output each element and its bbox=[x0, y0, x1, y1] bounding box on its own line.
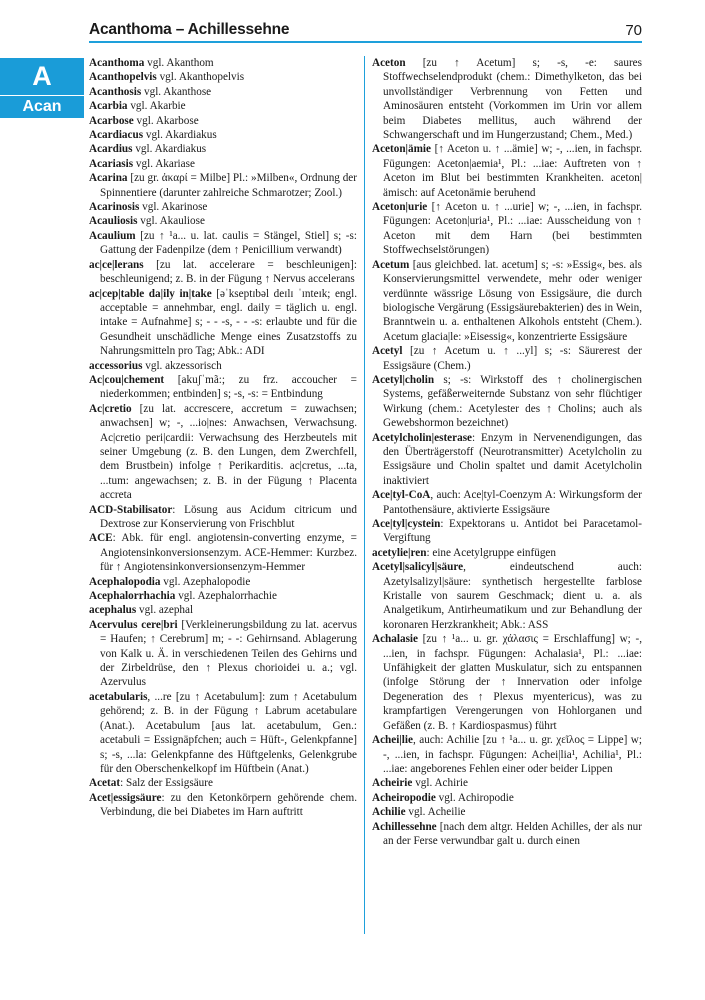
dictionary-entry: Acanthopelvis vgl. Akanthopelvis bbox=[89, 71, 245, 84]
right-column bbox=[372, 56, 642, 848]
dictionary-entry: acephalus vgl. azephal bbox=[89, 604, 194, 617]
dictionary-entry: Aceton|urie [↑ Aceton u. ↑ ...urie] w; -, ...ien, in fachspr. Fügungen: Aceton|uria¹, Pl.: ...iae: Ausscheidung von ↑ Aceton mit dem Harn (bei bestimmten Stoffwechselstörungen) bbox=[372, 201, 642, 257]
dictionary-entry: Acanthosis vgl. Akanthose bbox=[89, 85, 212, 98]
page-header-title: Acanthoma – Achillessehne bbox=[89, 21, 290, 38]
dictionary-entry: Acheiropodie vgl. Achiropodie bbox=[372, 791, 514, 804]
dictionary-entry: Acetat: Salz der Essigsäure bbox=[89, 777, 213, 790]
dictionary-entry: Achilie vgl. Acheilie bbox=[372, 806, 466, 819]
page-number: 70 bbox=[625, 22, 642, 39]
dictionary-entry: acetylie|ren: eine Acetylgruppe einfügen bbox=[372, 546, 556, 559]
dictionary-entry: ac|ce|lerans [zu lat. accelerare = beschleunigen]: beschleunigend; z. B. in der Fügung ↑ Nervus accelerans bbox=[89, 258, 357, 286]
dictionary-entry: Acetylcholin|esterase: Enzym in Nervenendigungen, das den Überträgerstoff (Neurotransmitter) Acetylcholin zu Essigsäure und Cholin spaltet und damit Acetylcholin inaktiviert bbox=[372, 431, 642, 487]
dictionary-entry: ACE: Abk. für engl. angiotensin-converting enzyme, = Angiotensinkonversionsenzym. ACE-Hemmer: Kurzbez. für ↑ Angiotensinkonversionsenzym-Hemmer bbox=[89, 532, 357, 574]
dictionary-entry: Acetyl [zu ↑ Acetum u. ↑ ...yl] s; -s: Säurerest der Essigsäure (Chem.) bbox=[372, 345, 642, 372]
left-column bbox=[89, 56, 357, 820]
dictionary-entry: Acauliosis vgl. Akauliose bbox=[89, 215, 205, 228]
dictionary-entry: ac|cep|table da|ily in|take [əˈkseptɪbəl deɪlɪ ˈɪnteɪk; engl. acceptable = annehmbar, engl. daily = täglich u. engl. intake = Aufnahme] s; - - -s, - - -s: erlaubte und für die Gesundheit unschädliche Menge eines Zusatzstoffs zu Nahrungsmitteln pro Tag; Abk.: ADI bbox=[89, 287, 357, 358]
dictionary-entry: Achei|lie, auch: Achilie [zu ↑ ¹a... u. gr. χεῖλος = Lippe] w; -, ...ien, in fachspr. Fügungen: Achei|lia¹, Achilia¹, Pl.: ...iae: angeborenes Fehlen einer oder beider Lippen bbox=[372, 734, 642, 775]
dictionary-entry: Acardiacus vgl. Akardiakus bbox=[89, 129, 217, 142]
dictionary-entry: Acetum [aus gleichbed. lat. acetum] s; -s: »Essig«, bes. als Konservierungsmittel verwendete, mehr oder weniger verdünnte wässrige Lösung von Essigsäure, die durch biologische Vergärung (Essigsäurebakterien) des in Wein, Branntwein u. a. enthaltenen Alkohols entsteht (Chem.). Acetum glacia|le: »Eisessig«, konzentrierte Essigsäure bbox=[372, 258, 642, 343]
dictionary-entry: accessorius vgl. akzessorisch bbox=[89, 359, 222, 372]
dictionary-entry: Ace|tyl-CoA, auch: Ace|tyl-Coenzym A: Wirkungsform der Pantothensäure, aktivierte Essigsäure bbox=[372, 489, 642, 516]
dictionary-entry: Acephalorrhachia vgl. Azephalorrhachie bbox=[89, 590, 277, 603]
thumb-index-letter[interactable]: A bbox=[0, 58, 84, 95]
dictionary-entry: Acaulium [zu ↑ ¹a... u. lat. caulis = Stängel, Stiel] s; -s: Gattung der Fadenpilze (dem ↑ Penicillium verwandt) bbox=[89, 229, 357, 257]
dictionary-entry: Acardius vgl. Akardiakus bbox=[89, 143, 207, 156]
dictionary-entry: Acariasis vgl. Akariase bbox=[89, 157, 195, 170]
dictionary-entry: Aceton|ämie [↑ Aceton u. ↑ ...ämie] w; -, ...ien, in fachspr. Fügungen: Aceton|aemia¹, Pl.: ...iae: Auftreten von ↑ Aceton im Blut bei bestimmten Krankheiten. aceton|ämisch: auf Acetonämie beruhend bbox=[372, 143, 642, 199]
dictionary-entry: Acephalopodia vgl. Azephalopodie bbox=[89, 575, 251, 588]
dictionary-entry: Aceton [zu ↑ Acetum] s; -s, -e: saures Stoffwechselendprodukt (chem.: Dimethylketon, das bei unvollständiger Verbrennung von Fetten und Aminosäuren entsteht (Vorkommen im Urin vor allem beim Diabetes mellitus, auch während der Schwangerschaft und im Hungerzustand; Chem., Med.) bbox=[372, 57, 642, 142]
dictionary-entry: Acarbose vgl. Akarbose bbox=[89, 114, 199, 127]
dictionary-entry: Acanthoma vgl. Akanthom bbox=[89, 57, 214, 69]
dictionary-entry: Acervulus cere|bri [Verkleinerungsbildung zu lat. acervus = Haufen; ↑ Cerebrum] m; - -: Gehirnsand. Ablagerung von Kalk u. Ä. in verschiedenen Teilen des Gehirns und der Zirbeldrüse, den ↑ Plexus chorioidei u. a.; vgl. Azervulus bbox=[89, 618, 357, 689]
dictionary-entry: acetabularis, ...re [zu ↑ Acetabulum]: zum ↑ Acetabulum gehörend; z. B. in der Fügung ↑ Labrum acetabulare (Anat.). Acetabulum [aus lat. acetabulum, Gen.: acetabuli = Essignäpfchen; auch = Hüft-, Gelenkpfanne] s; -s, ...la: Gelenkpfanne des Hüftgelenks, Gelenkgrube für den Oberschenkelkopf im Hüftbein (Anat.) bbox=[89, 690, 357, 775]
dictionary-entry: Acetyl|cholin s; -s: Wirkstoff des ↑ cholinergischen Systems, gefäßerweiternde Substanz von sehr flüchtiger Wirkung (chem.: Acetylester des ↑ Cholins; auch als Gewebshormon bezeichnet) bbox=[372, 373, 642, 430]
column-divider bbox=[364, 56, 365, 934]
thumb-index-range: Acan bbox=[0, 96, 84, 118]
dictionary-entry: Acarina [zu gr. ἀκαρί = Milbe] Pl.: »Milben«, Ordnung der Spinnentiere (darunter zahlreiche Schmarotzer; Zool.) bbox=[89, 172, 357, 199]
dictionary-entry: ACD-Stabilisator: Lösung aus Acidum citricum und Dextrose zur Konservierung von Frischblut bbox=[89, 503, 357, 530]
dictionary-entry: Ace|tyl|cystein: Expektorans u. Antidot bei Paracetamol-Vergiftung bbox=[372, 518, 642, 545]
dictionary-entry: Achillessehne [nach dem altgr. Helden Achilles, der als nur an der Ferse verwundbar galt u. durch einen bbox=[372, 820, 642, 847]
dictionary-entry: Acarinosis vgl. Akarinose bbox=[89, 201, 208, 214]
dictionary-entry: Acetyl|salicyl|säure, eindeutschend auch: Azetylsalizyl|säure: synthetisch hergestellte farblose Kristalle von saurem Geschmack; dient u. a. als Analgetikum, Antirheumatikum und zur Behandlung der koronaren Herzkrankheit; Abk.: ASS bbox=[372, 561, 642, 631]
dictionary-entry: Ac|cretio [zu lat. accrescere, accretum = zuwachsen; anwachsen] w; -, ...io|nes: Anwachsen, Verwachsung. Ac|cretio peri|cardii: Verwachsung des Herzbeutels mit seiner Umgebung (z. B. den Lungen, dem Zwerchfell, dem Brustbein) infolge ↑ Perikarditis. ac|cretus, ...ta, ...tum: angewachsen; z. B. in der Fügung ↑ Placenta accreta bbox=[89, 402, 357, 502]
dictionary-entry: Achalasie [zu ↑ ¹a... u. gr. χάλασις = Erschlaffung] w; -, ...ien, in fachspr. Fügungen: Achalasia¹, Pl.: ...iae: Unfähigkeit der glatten Muskulatur, sich zu entspannen (infolge Störung der ↑ Innervation oder infolge Degeneration des ↑ Plexus myentericus), was zu krampfartigen Verengerungen von Hohlorganen und Gefäßen (z. B. ↑ Kardiospasmus) führt bbox=[372, 633, 642, 732]
header-rule bbox=[89, 41, 642, 43]
dictionary-entry: Acarbia vgl. Akarbie bbox=[89, 100, 186, 113]
dictionary-entry: Acheirie vgl. Achirie bbox=[372, 777, 469, 790]
dictionary-entry: Ac|cou|chement [akuʃˈmã:; zu frz. accoucher = niederkommen; entbinden] s; -s, -s: = Entbindung bbox=[89, 373, 357, 401]
dictionary-entry: Acet|essigsäure: zu den Ketonkörpern gehörende chem. Verbindung, die bei Diabetes im Harn auftritt bbox=[89, 791, 357, 819]
